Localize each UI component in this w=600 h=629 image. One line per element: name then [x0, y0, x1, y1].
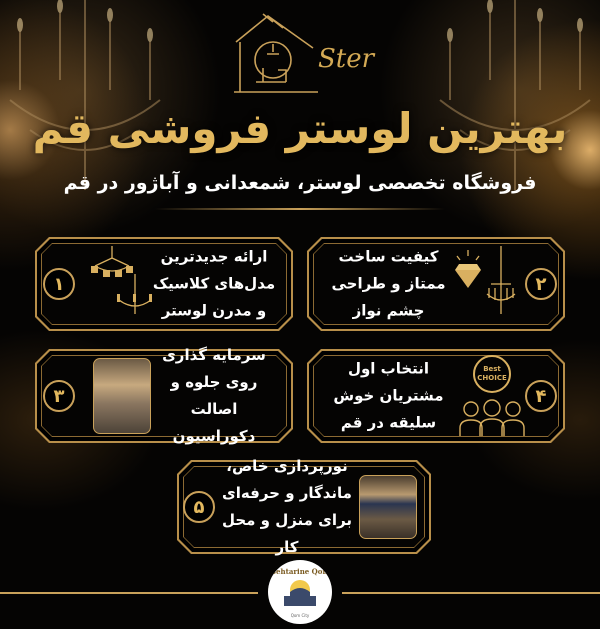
badge-title: Behtarine Qom: [270, 567, 330, 576]
footer-line-right: [342, 592, 600, 594]
footer-logo-badge: [268, 560, 332, 624]
feature-number: ۲: [525, 268, 557, 300]
diamond-chandelier-icon: [451, 244, 523, 324]
footer-line-left: [0, 592, 258, 594]
feature-number: ۳: [43, 380, 75, 412]
customers-icon: [459, 399, 525, 437]
feature-number: ۱: [43, 268, 75, 300]
badge-subtitle: Qom City: [290, 613, 310, 618]
feature-text: انتخاب اول مشتریان خوش سلیقه در قم: [333, 359, 444, 432]
feature-text: نورپردازی خاص، ماندگار و حرفه‌ای برای منزل و محل کار: [221, 457, 353, 556]
logo-text: Ster: [318, 44, 375, 74]
mosque-icon: [280, 578, 320, 608]
living-room-photo: [93, 358, 151, 434]
page-title: بهترین لوستر فروشی قم: [32, 104, 568, 153]
feature-text: ارائه جدیدترین مدل‌های کلاسیک و مدرن لوستر: [152, 247, 276, 320]
office-photo: [359, 475, 417, 539]
best-choice-badge: Best CHOICE: [473, 355, 511, 393]
feature-text: کیفیت ساخت ممتاز و طراحی چشم نواز: [331, 247, 446, 320]
feature-card-3: [35, 346, 293, 445]
feature-card-4: [307, 349, 565, 443]
best-choice-customers-icon: [459, 355, 525, 437]
chandelier-decoration-left: [0, 0, 170, 200]
feature-card-1: [35, 237, 293, 331]
feature-text: سرمایه گذاری روی جلوه و اصالت دکوراسیون: [162, 346, 266, 445]
page-subtitle: فروشگاه تخصصی لوستر، شمعدانی و آباژور در قم: [63, 172, 537, 194]
feature-card-5: [177, 457, 431, 556]
feature-number: ۵: [183, 491, 215, 523]
feature-number: ۴: [525, 380, 557, 412]
feature-card-2: [307, 237, 565, 331]
divider: [155, 208, 445, 210]
chandelier-decoration-right: [430, 0, 600, 200]
chandelier-icon: [87, 244, 157, 324]
